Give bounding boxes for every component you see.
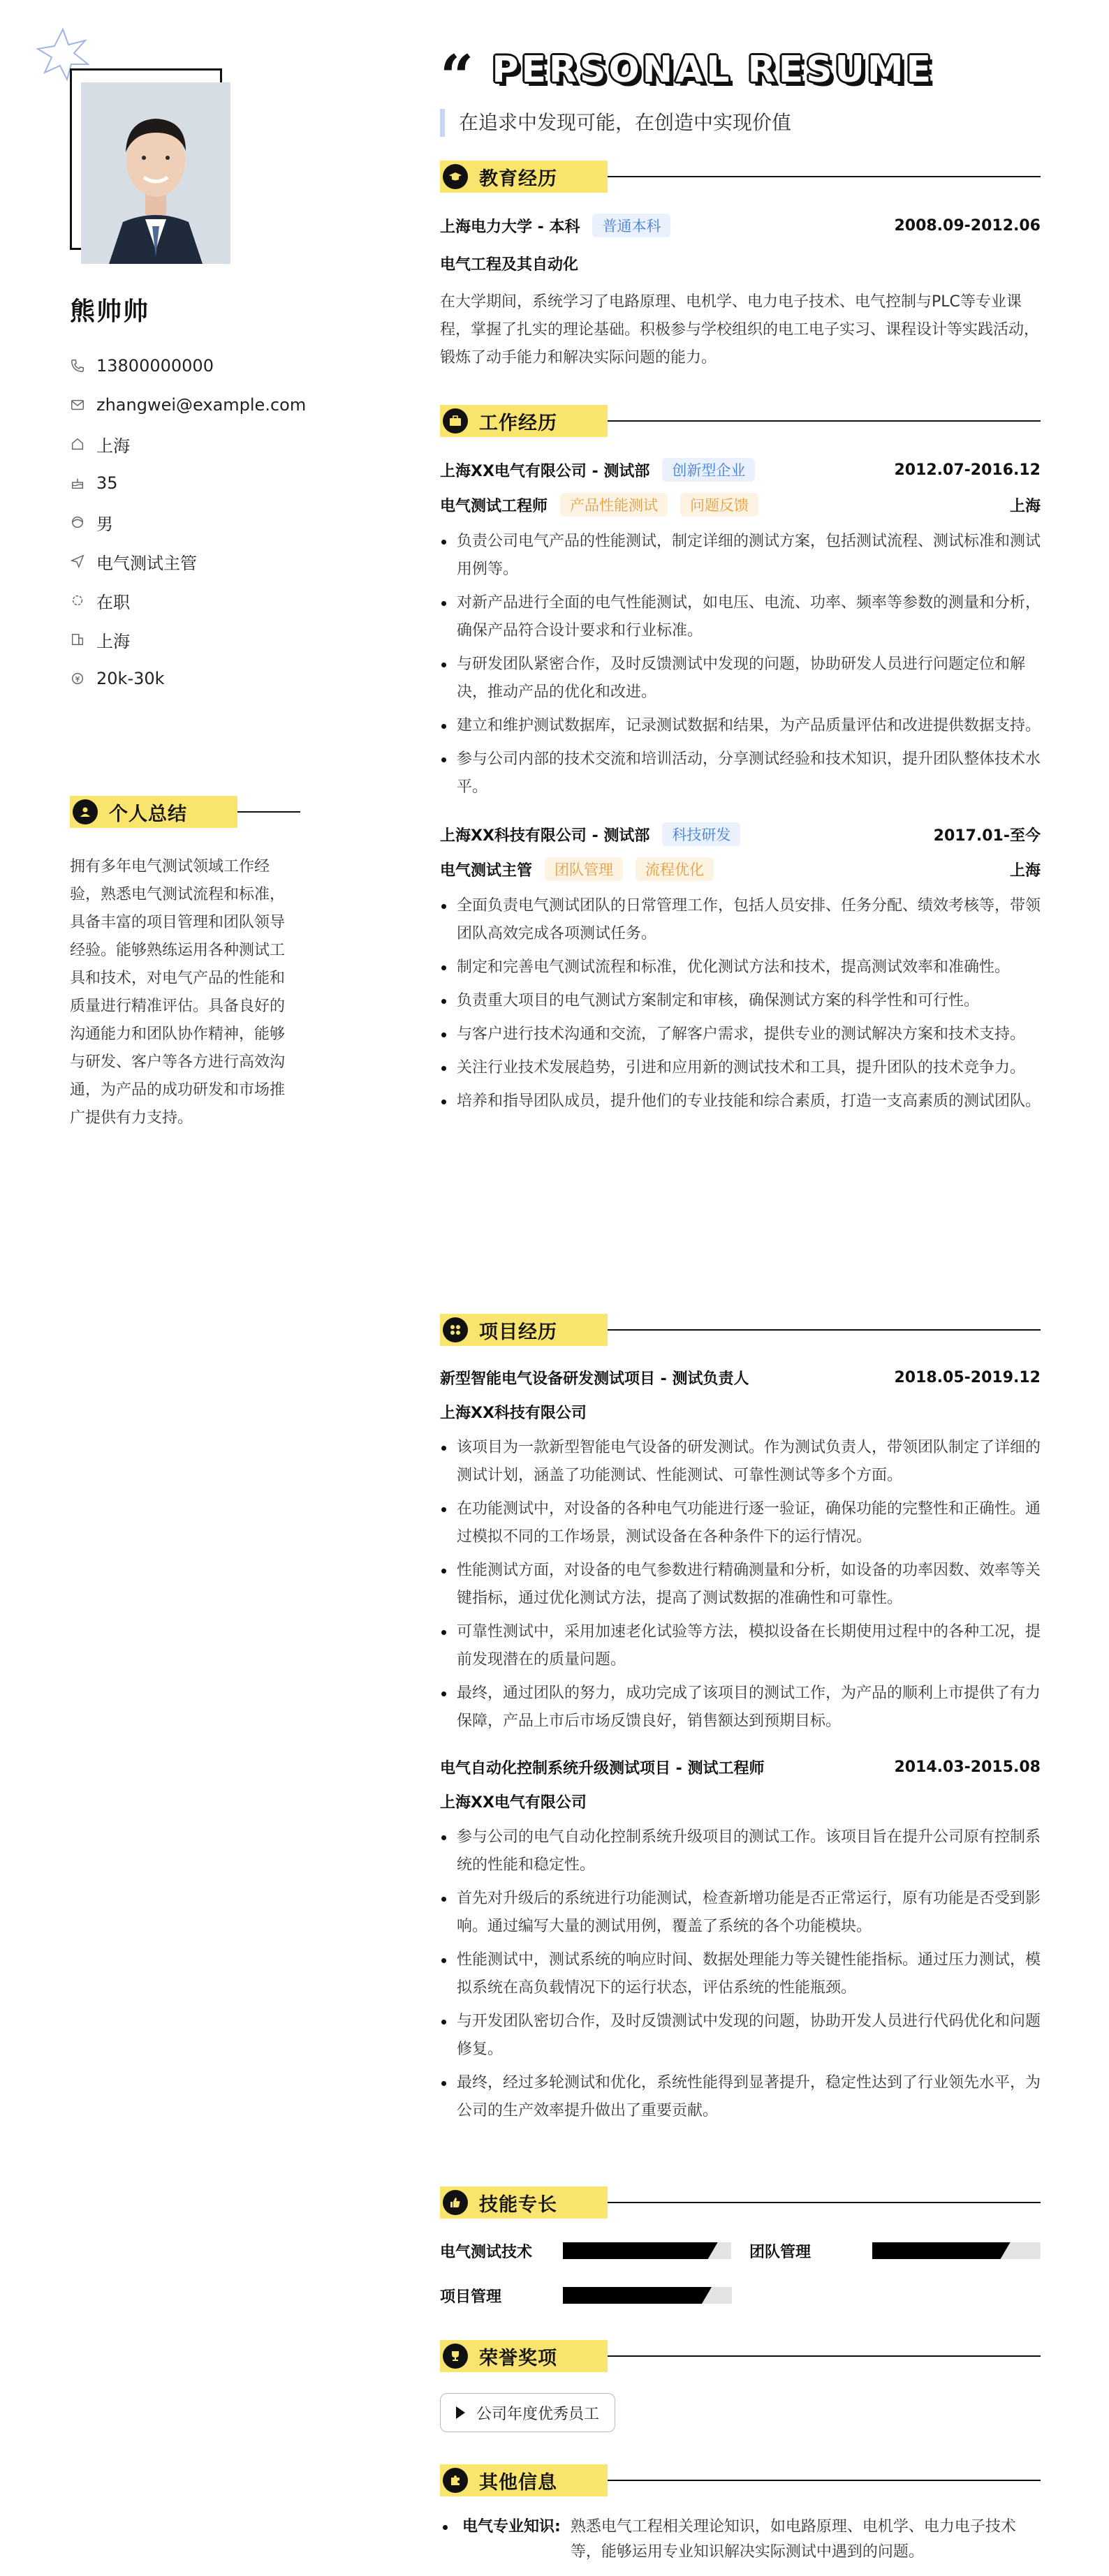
play-triangle-icon: [456, 2406, 465, 2419]
person-icon: [70, 515, 85, 530]
other-info-text: 熟悉电气工程相关理论知识，如电路原理、电机学、电力电子技术等，能够运用专业知识解决实际测试中遇到的问题。: [570, 2518, 1016, 2561]
info-city: [70, 620, 321, 659]
info-position: [70, 542, 321, 581]
project-org: 上海XX科技有限公司: [440, 1405, 587, 1422]
job-header: [440, 458, 1041, 482]
job-role-group: [440, 493, 758, 517]
education-major: 电气工程及其自动化: [440, 256, 579, 274]
skill-fill: [563, 2242, 718, 2259]
job-date: 2012.07-2016.12: [894, 461, 1041, 479]
phone-value: 13800000000: [96, 356, 214, 376]
skill-fill: [872, 2242, 1011, 2259]
job-city: 上海: [1009, 861, 1041, 880]
info-status: [70, 581, 321, 620]
education-section: [440, 161, 1041, 372]
info-salary: [70, 659, 321, 698]
age-value: 35: [96, 473, 118, 493]
awards-section-header: [440, 2340, 1041, 2372]
education-header-bar: [440, 161, 608, 193]
project-header: [440, 1367, 1041, 1389]
other-section-header: [440, 2464, 1041, 2496]
project-entry: [440, 1367, 1041, 1735]
job-date: 2017.01-至今: [933, 827, 1041, 845]
building-icon: [70, 632, 85, 647]
graduation-cap-icon: [443, 164, 468, 189]
send-icon: [70, 554, 85, 569]
project-org: 上海XX电气有限公司: [440, 1794, 587, 1812]
project-header: [440, 1756, 1041, 1778]
work-divider: [608, 420, 1041, 422]
puzzle-icon: [443, 2468, 468, 2493]
list-item: 培养和指导团队成员，提升他们的专业技能和综合素质，打造一支高素质的测试团队。: [440, 1088, 1041, 1116]
job-company: 上海XX电气有限公司 - 测试部: [440, 462, 650, 480]
other-section: [440, 2464, 1041, 2565]
project-bullets: [440, 1434, 1041, 1735]
projects-header-bar: [440, 1314, 608, 1346]
projects-divider: [608, 1329, 1041, 1331]
info-location: [70, 424, 321, 464]
trophy-icon: [443, 2344, 468, 2369]
job-city: 上海: [1009, 497, 1041, 515]
skill-tag: 产品性能测试: [560, 493, 668, 517]
resume-title-block: [440, 42, 934, 111]
other-header-bar: [440, 2464, 608, 2496]
summary-section-header: [70, 796, 300, 828]
other-divider: [608, 2480, 1041, 2481]
thumbs-up-icon: [443, 2190, 468, 2215]
position-value: 电气测试主管: [96, 553, 197, 573]
job-bullets: [440, 892, 1041, 1116]
list-item: 最终，经过多轮测试和优化，系统性能得到显著提升，稳定性达到了行业领先水平，为公司的生产效率提升做出了重要贡献。: [440, 2069, 1041, 2125]
work-section-header: [440, 405, 1041, 437]
summary-heading: 个人总结: [109, 803, 187, 825]
gender-value: 男: [96, 514, 113, 534]
cake-icon: [70, 475, 85, 491]
list-item: 最终，通过团队的努力，成功完成了该项目的测试工作，为产品的顺利上市提供了有力保障，产品上市后市场反馈良好，销售额达到预期目标。: [440, 1680, 1041, 1735]
skills-section: [440, 2186, 1041, 2318]
skill-row: [440, 2228, 1041, 2273]
list-item: 建立和维护测试数据库，记录测试数据和结果，为产品质量评估和改进提供数据支持。: [440, 712, 1041, 740]
skills-list: [440, 2228, 1041, 2318]
education-entry-header: [440, 214, 1041, 237]
skills-heading: 技能专长: [479, 2193, 557, 2216]
user-icon: [73, 799, 98, 824]
project-entry: [440, 1756, 1041, 2125]
quote-mark-icon: “: [440, 42, 474, 111]
job-bullets: [440, 528, 1041, 801]
education-divider: [608, 176, 1041, 177]
salary-value: 20k-30k: [96, 669, 165, 688]
other-info-item: [440, 2515, 1041, 2565]
projects-section-header: [440, 1314, 1041, 1346]
list-item: 参与公司内部的技术交流和培训活动，分享测试经验和技术知识，提升团队整体技术水平。: [440, 746, 1041, 801]
projects-section: [440, 1314, 1041, 2131]
resume-subtitle: 在追求中发现可能，在创造中实现价值: [440, 109, 791, 137]
list-item: 全面负责电气测试团队的日常管理工作，包括人员安排、任务分配、绩效考核等，带领团队高效完成各项测试任务。: [440, 892, 1041, 948]
list-item: 负责重大项目的电气测试方案制定和审核，确保测试方案的科学性和可行性。: [440, 987, 1041, 1015]
list-item: 可靠性测试中，采用加速老化试验等方法，模拟设备在长期使用过程中的各种工况，提前发现潜在的质量问题。: [440, 1618, 1041, 1674]
candidate-name: 熊帅帅: [70, 297, 150, 326]
project-date: 2014.03-2015.08: [894, 1759, 1041, 1776]
location-value: 上海: [96, 436, 130, 456]
job-entry: [440, 458, 1041, 801]
education-description: 在大学期间，系统学习了电路原理、电机学、电力电子技术、电气控制与PLC等专业课程，掌握了扎实的理论基础。积极参与学校组织的电工电子实习、课程设计等实践活动，锻炼了动手能力和解决实际问题的能力。: [440, 293, 1040, 367]
award-item: [440, 2393, 615, 2432]
list-item: 参与公司的电气自动化控制系统升级项目的测试工作。该项目旨在提升公司原有控制系统的性能和稳定性。: [440, 1823, 1041, 1879]
city-value: 上海: [96, 631, 130, 651]
list-item: 首先对升级后的系统进行功能测试，检查新增功能是否正常运行，原有功能是否受到影响。通过编写大量的测试用例，覆盖了系统的各个功能模块。: [440, 1885, 1041, 1941]
info-age: [70, 464, 321, 503]
award-label: 公司年度优秀员工: [476, 2405, 600, 2423]
skills-section-header: [440, 2186, 1041, 2219]
job-entry: [440, 822, 1041, 1116]
info-phone: [70, 346, 321, 385]
contact-info-list: [70, 346, 321, 698]
summary-header-bar: [70, 796, 237, 828]
skill-bar: [563, 2287, 732, 2304]
degree-tag: 普通本科: [592, 214, 670, 237]
list-item: 在功能测试中，对设备的各种电气功能进行逐一验证，确保功能的完整性和正确性。通过模拟不同的工作场景，测试设备在各种条件下的运行情况。: [440, 1495, 1041, 1551]
project-date: 2018.05-2019.12: [894, 1369, 1041, 1386]
job-header: [440, 822, 1041, 846]
skill-name: 团队管理: [749, 2243, 811, 2261]
skill-tag: 流程优化: [636, 857, 714, 881]
list-item: 性能测试方面，对设备的电气参数进行精确测量和分析，如设备的功率因数、效率等关键指标，通过优化测试方法，提高了测试数据的准确性和可靠性。: [440, 1557, 1041, 1613]
skill-bar: [563, 2242, 731, 2259]
work-header-bar: [440, 405, 608, 437]
list-item: 与研发团队紧密合作，及时反馈测试中发现的问题，协助研发人员进行问题定位和解决，推动产品的优化和改进。: [440, 651, 1041, 706]
status-icon: [70, 593, 85, 608]
job-company: 上海XX科技有限公司 - 测试部: [440, 827, 650, 845]
skills-divider: [608, 2202, 1041, 2203]
money-icon: [70, 671, 85, 686]
job-role-line: [440, 493, 1041, 517]
work-heading: 工作经历: [479, 412, 557, 434]
info-gender: [70, 503, 321, 542]
skill-name: 电气测试技术: [440, 2243, 533, 2261]
email-value: zhangwei@example.com: [96, 395, 307, 415]
list-item: 负责公司电气产品的性能测试，制定详细的测试方案，包括测试流程、测试标准和测试用例等。: [440, 528, 1041, 584]
work-section: [440, 405, 1041, 1121]
education-school: [440, 214, 670, 237]
awards-header-bar: [440, 2340, 608, 2372]
skill-row: [440, 2273, 1041, 2318]
awards-divider: [608, 2355, 1041, 2357]
education-heading: 教育经历: [479, 168, 557, 190]
skill-bar: [872, 2242, 1041, 2259]
resume-title: PERSONAL RESUME: [492, 49, 934, 91]
skill-name: 项目管理: [440, 2288, 502, 2306]
sidebar: [0, 0, 335, 2576]
home-icon: [70, 436, 85, 452]
avatar: [81, 82, 230, 264]
projects-heading: 项目经历: [479, 1321, 557, 1343]
company-tag: 创新型企业: [662, 458, 755, 482]
summary-text: 拥有多年电气测试领域工作经验，熟悉电气测试流程和标准，具备丰富的项目管理和团队领导经验。能够熟练运用各种测试工具和技术，对电气产品的性能和质量进行精准评估。具备良好的沟通能力和团队协作精神，能够与研发、客户等各方进行高效沟通，为产品的成功研发和市场推广提供有力支持。: [70, 858, 286, 1127]
list-item: 该项目为一款新型智能电气设备的研发测试。作为测试负责人，带领团队制定了详细的测试计划，涵盖了功能测试、性能测试、可靠性测试等多个方面。: [440, 1434, 1041, 1490]
job-role-group: [440, 857, 714, 881]
skills-header-bar: [440, 2186, 608, 2219]
project-title: 电气自动化控制系统升级测试项目 - 测试工程师: [440, 1760, 765, 1777]
list-item: 性能测试中，测试系统的响应时间、数据处理能力等关键性能指标。通过压力测试，模拟系统在高负载情况下的运行状态，评估系统的性能瓶颈。: [440, 1946, 1041, 2002]
phone-icon: [70, 358, 85, 373]
briefcase-icon: [443, 408, 468, 434]
skill-tag: 团队管理: [545, 857, 623, 881]
list-item: 对新产品进行全面的电气性能测试，如电压、电流、功率、频率等参数的测量和分析，确保产品符合设计要求和行业标准。: [440, 589, 1041, 645]
info-email: [70, 385, 321, 424]
skill-tag: 问题反馈: [680, 493, 758, 517]
company-tag: 科技研发: [662, 822, 740, 846]
other-heading: 其他信息: [479, 2471, 557, 2494]
awards-list: [440, 2393, 1041, 2432]
list-item: 关注行业技术发展趋势，引进和应用新的测试技术和工具，提升团队的技术竞争力。: [440, 1054, 1041, 1082]
list-item: 与开发团队密切合作，及时反馈测试中发现的问题，协助开发人员进行代码优化和问题修复。: [440, 2008, 1041, 2064]
job-company-line: [440, 822, 740, 846]
awards-section: [440, 2340, 1041, 2432]
job-role: 电气测试工程师: [440, 497, 548, 515]
job-role: 电气测试主管: [440, 861, 533, 880]
mail-icon: [70, 397, 85, 413]
grid-icon: [443, 1317, 468, 1342]
summary-divider: [237, 811, 300, 813]
school-name: 上海电力大学 - 本科: [440, 218, 580, 236]
other-info-label: 电气专业知识:: [462, 2518, 561, 2536]
project-bullets: [440, 1823, 1041, 2125]
list-item: 与客户进行技术沟通和交流，了解客户需求，提供专业的测试解决方案和技术支持。: [440, 1021, 1041, 1049]
job-role-line: [440, 857, 1041, 881]
awards-heading: 荣誉奖项: [479, 2347, 557, 2369]
project-title: 新型智能电气设备研发测试项目 - 测试负责人: [440, 1370, 749, 1388]
education-date: 2008.09-2012.06: [894, 216, 1041, 235]
education-section-header: [440, 161, 1041, 193]
skill-fill: [563, 2287, 712, 2304]
status-value: 在职: [96, 592, 130, 612]
list-item: 制定和完善电气测试流程和标准，优化测试方法和技术，提高测试效率和准确性。: [440, 954, 1041, 982]
job-company-line: [440, 458, 755, 482]
